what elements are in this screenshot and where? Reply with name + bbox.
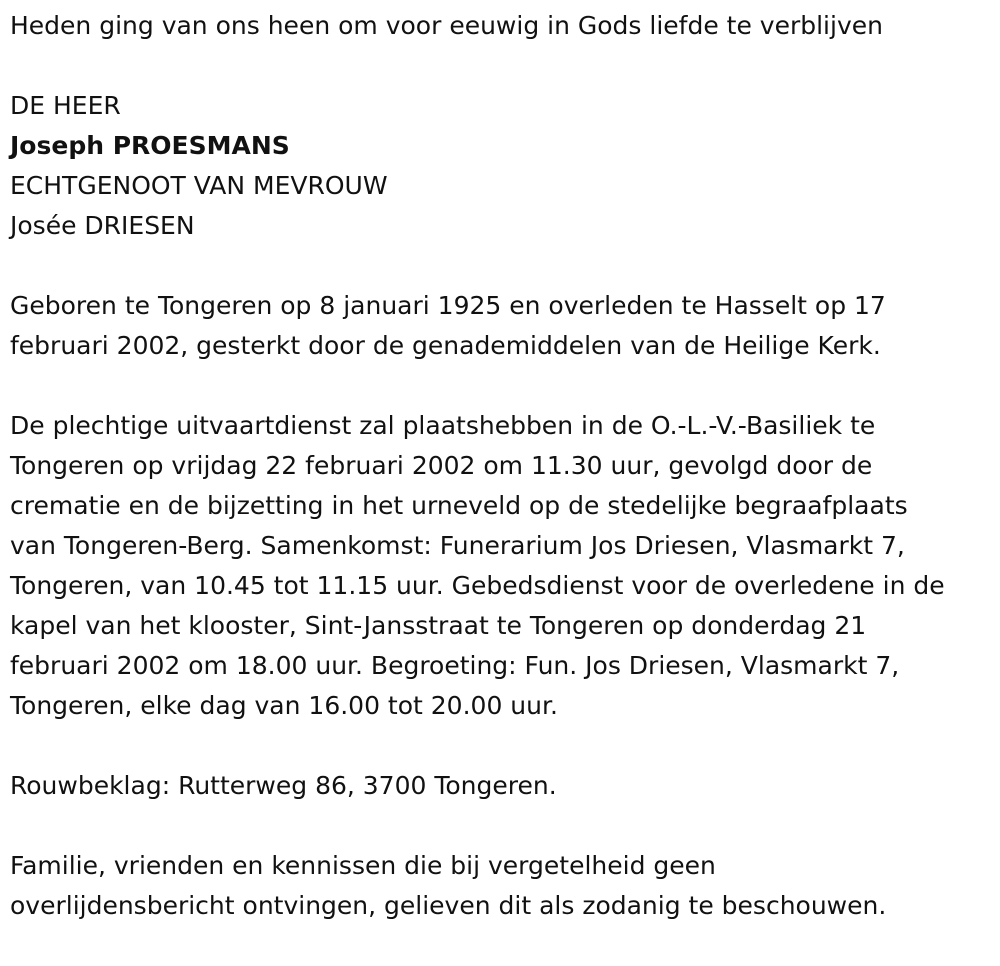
paragraph-line: Geboren te Tongeren op 8 januari 1925 en overleden te Hasselt op 17 bbox=[10, 291, 886, 320]
spacer bbox=[10, 246, 990, 286]
spacer bbox=[10, 806, 990, 846]
paragraph-line: Tongeren, van 10.45 tot 11.15 uur. Gebedsdienst voor de overledene in de bbox=[10, 571, 945, 600]
paragraph-line: van Tongeren-Berg. Samenkomst: Funerarium Jos Driesen, Vlasmarkt 7, bbox=[10, 531, 905, 560]
paragraph-line: Tongeren, elke dag van 16.00 tot 20.00 uur. bbox=[10, 691, 558, 720]
condolences-address: Rouwbeklag: Rutterweg 86, 3700 Tongeren. bbox=[10, 771, 557, 800]
paragraph-line: kapel van het klooster, Sint-Jansstraat te Tongeren op donderdag 21 bbox=[10, 611, 867, 640]
paragraph-line: februari 2002 om 18.00 uur. Begroeting: Fun. Jos Driesen, Vlasmarkt 7, bbox=[10, 651, 900, 680]
spacer bbox=[10, 366, 990, 406]
deceased-name: Joseph PROESMANS bbox=[10, 131, 290, 160]
paragraph-line: overlijdensbericht ontvingen, gelieven dit als zodanig te beschouwen. bbox=[10, 891, 887, 920]
paragraph-line: De plechtige uitvaartdienst zal plaatshebben in de O.-L.-V.-Basiliek te bbox=[10, 411, 876, 440]
service-paragraph bbox=[10, 406, 990, 726]
spouse-label: ECHTGENOOT VAN MEVROUW bbox=[10, 171, 388, 200]
paragraph-line: Familie, vrienden en kennissen die bij vergetelheid geen bbox=[10, 851, 716, 880]
intro-text: Heden ging van ons heen om voor eeuwig in Gods liefde te verblijven bbox=[10, 11, 883, 40]
paragraph-line: Tongeren op vrijdag 22 februari 2002 om 11.30 uur, gevolgd door de bbox=[10, 451, 873, 480]
spacer bbox=[10, 46, 990, 86]
paragraph-line: februari 2002, gesterkt door de genademiddelen van de Heilige Kerk. bbox=[10, 331, 881, 360]
spouse-name: Josée DRIESEN bbox=[10, 211, 195, 240]
paragraph-line: crematie en de bijzetting in het urneveld op de stedelijke begraafplaats bbox=[10, 491, 908, 520]
title-prefix: DE HEER bbox=[10, 91, 121, 120]
spacer bbox=[10, 726, 990, 766]
birth-death-paragraph bbox=[10, 286, 990, 366]
closing-paragraph bbox=[10, 846, 990, 926]
